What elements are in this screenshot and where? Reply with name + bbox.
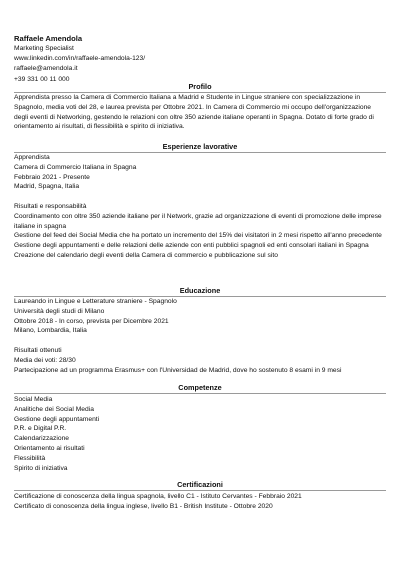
certifications-heading: Certificazioni (177, 480, 223, 489)
education-location: Milano, Lombardia, Italia (14, 327, 87, 335)
skills-divider (14, 393, 386, 394)
skill-item: Calendarizzazione (14, 435, 70, 443)
skill-item: P.R. e Digital P.R. (14, 425, 67, 433)
certification-item: Certificazione di conoscenza della lingua spagnola, livello C1 - Istituto Cervantes - Febbraio 2021 (14, 493, 302, 500)
skill-item: Orientamento ai risultati (14, 444, 85, 452)
education-period: Ottobre 2018 - In corso, prevista per Dicembre 2021 (14, 317, 169, 325)
education-school: Università degli studi di Milano (14, 307, 105, 315)
experience-period: Febbraio 2021 - Presente (14, 173, 90, 181)
skills-heading: Competenze (178, 383, 222, 392)
experience-item: Gestione del feed dei Social Media che ha portato un incremento del 15% dei visitatori in 2 mesi rispetto all'anno precedente (14, 232, 382, 240)
skill-item: Flessibilità (14, 454, 46, 462)
experience-item: Creazione del calendario degli eventi della Camera di commercio e pubblicazione sul sito (14, 251, 278, 259)
education-item: Media dei voti: 28/30 (14, 356, 76, 364)
experience-section (14, 153, 386, 261)
education-item: Partecipazione ad un programma Erasmus+ con l'Universidad de Madrid, dove ho sostenuto 8 esami in 9 mesi (14, 366, 342, 374)
certification-item: Certificato di conoscenza della lingua inglese, livello B1 - British Institute - Ottobre 2020 (14, 502, 273, 510)
profile-text: Apprendista presso la Camera di Commercio Italiana a Madrid e Studente in Lingue straniere con specializzazione in Spagnolo, media voti del 28, e laurea prevista per Ottobre 2021. In Camera di Commercio mi occupo dell'organizzazione degli eventi di Networking, gestendo le relazioni con oltre 350 aziende italiane operanti in Spagna. Dotato di forte grado di orientamento ai risultati, di flessibilità e spirito di iniziativa. (14, 94, 374, 131)
email-address: raffaele@amendola.it (14, 65, 78, 73)
certifications-divider (14, 490, 386, 491)
candidate-name: Raffaele Amendola (14, 34, 83, 43)
certifications-section (14, 492, 386, 512)
spacer (14, 192, 386, 202)
experience-company: Camera di Commercio Italiana in Spagna (14, 163, 137, 171)
experience-item: Coordinamento con oltre 350 aziende italiane per il Network, grazie ad organizzazione di eventi di promozione delle imprese italiane in spagna (14, 212, 382, 230)
profile-section (14, 93, 386, 132)
experience-role: Apprendista (14, 154, 50, 161)
education-degree: Laureando in Lingue e Letterature straniere - Spagnolo (14, 298, 177, 305)
linkedin-url: www.linkedin.com/in/raffaele-amendola-123/ (14, 55, 146, 63)
job-title: Marketing Specialist (14, 45, 74, 52)
spacer (14, 336, 386, 346)
experience-location: Madrid, Spagna, Italia (14, 183, 80, 191)
skill-item: Gestione degli appuntamenti (14, 415, 100, 423)
phone-number: +39 331 00 11 000 (14, 75, 70, 83)
resume-header (14, 33, 386, 85)
profile-heading: Profilo (188, 82, 212, 91)
education-heading: Educazione (179, 286, 221, 295)
skills-section (14, 395, 386, 473)
skill-item: Social Media (14, 396, 53, 403)
experience-results-label: Risultati e responsabilità (14, 202, 87, 210)
education-section (14, 297, 386, 375)
skill-item: Analitiche dei Social Media (14, 405, 94, 413)
experience-heading: Esperienze lavorative (162, 142, 238, 151)
skill-item: Spirito di iniziativa (14, 464, 68, 472)
experience-item: Gestione degli appuntamenti e delle relazioni delle aziende con enti pubblici spagnoli ed enti consolari italiani in Spagna (14, 242, 369, 250)
education-results-label: Risultati ottenuti (14, 346, 62, 354)
